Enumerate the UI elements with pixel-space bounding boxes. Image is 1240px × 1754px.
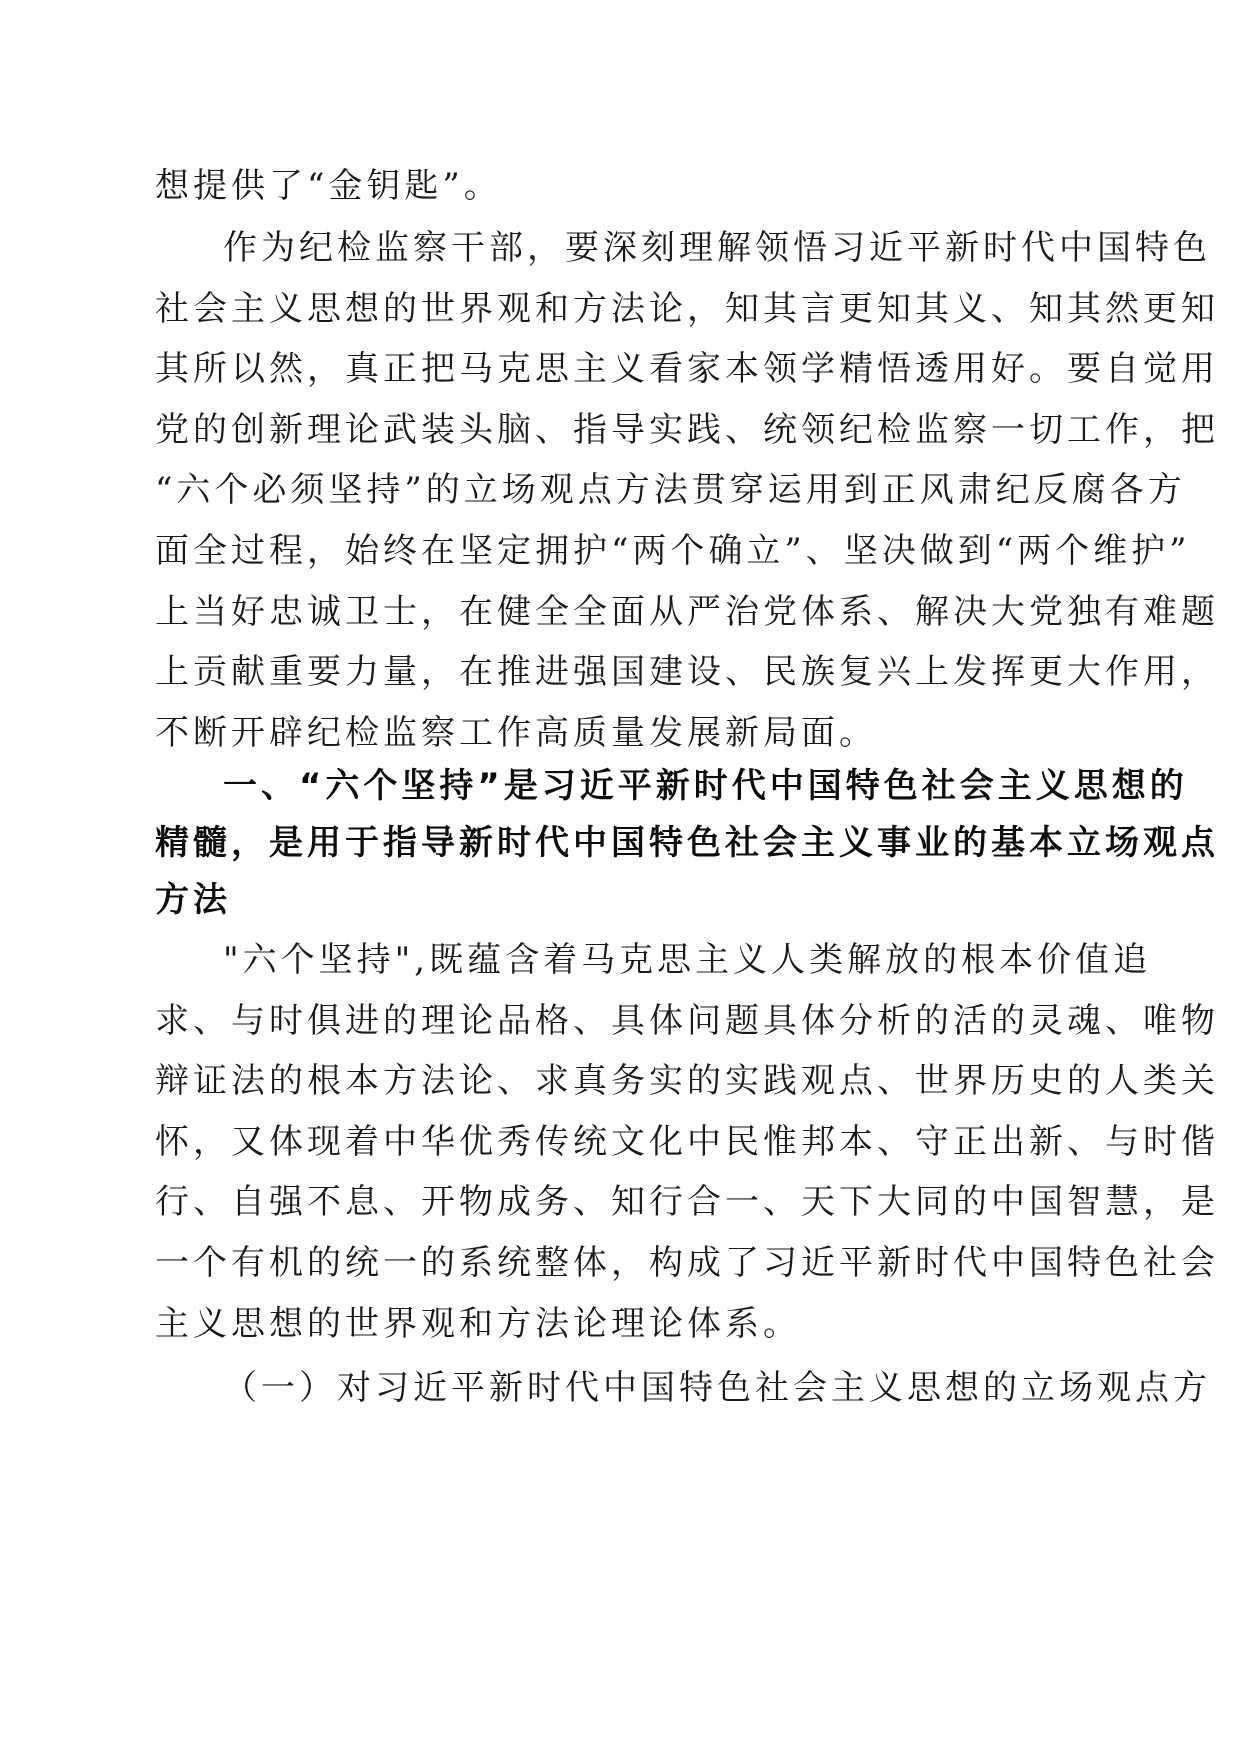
paragraph-1	[155, 218, 1219, 763]
text-line: 其所以然，真正把马克思主义看家本领学精悟透用好。要自觉用	[155, 349, 1219, 390]
text-line: 行、自强不息、开物成务、知行合一、天下大同的中国智慧，是	[155, 1182, 1219, 1223]
paragraph-3	[155, 1358, 1211, 1419]
heading-line: 一、“六个坚持”是习近平新时代中国特色社会主义思想的	[223, 766, 1188, 806]
text-line: “六个必须坚持”的立场观点方法贯穿运用到正风肃纪反腐各方	[155, 470, 1186, 511]
text-line: 怀，又体现着中华优秀传统文化中民惟邦本、守正出新、与时偕	[155, 1121, 1219, 1162]
text-line: 党的创新理论武装头脑、指导实践、统领纪检监察一切工作，把	[155, 409, 1219, 450]
text-line: 上贡献重要力量，在推进强国建设、民族复兴上发挥更大作用，	[155, 652, 1219, 693]
paragraph-2	[155, 930, 1219, 1354]
text-line: 一个有机的统一的系统整体，构成了习近平新时代中国特色社会	[155, 1242, 1219, 1283]
text-line: 主义思想的世界观和方法论理论体系。	[155, 1303, 801, 1344]
text-line: 辩证法的根本方法论、求真务实的实践观点、世界历史的人类关	[155, 1061, 1219, 1102]
heading-line: 精髓，是用于指导新时代中国特色社会主义事业的基本立场观点	[155, 823, 1219, 863]
text-line: 社会主义思想的世界观和方法论，知其言更知其义、知其然更知	[155, 288, 1219, 329]
text-line: 求、与时俱进的理论品格、具体问题具体分析的活的灵魂、唯物	[155, 1000, 1219, 1041]
text-line: 想提供了“金钥匙”。	[155, 166, 502, 206]
text-line: 面全过程，始终在坚定拥护“两个确立”、坚决做到“两个维护”	[155, 530, 1191, 571]
text-line: （一）对习近平新时代中国特色社会主义思想的立场观点方	[223, 1368, 1211, 1408]
text-line: 上当好忠诚卫士，在健全全面从严治党体系、解决大党独有难题	[155, 591, 1219, 632]
paragraph-continuation	[155, 156, 1085, 217]
heading-line: 方法	[155, 880, 231, 920]
text-line: "六个坚持",既蕴含着马克思主义人类解放的根本价值追	[223, 940, 1152, 980]
text-line: 不断开辟纪检监察工作高质量发展新局面。	[155, 712, 877, 753]
section-heading	[155, 758, 1219, 929]
text-line: 作为纪检监察干部，要深刻理解领悟习近平新时代中国特色	[223, 228, 1211, 268]
